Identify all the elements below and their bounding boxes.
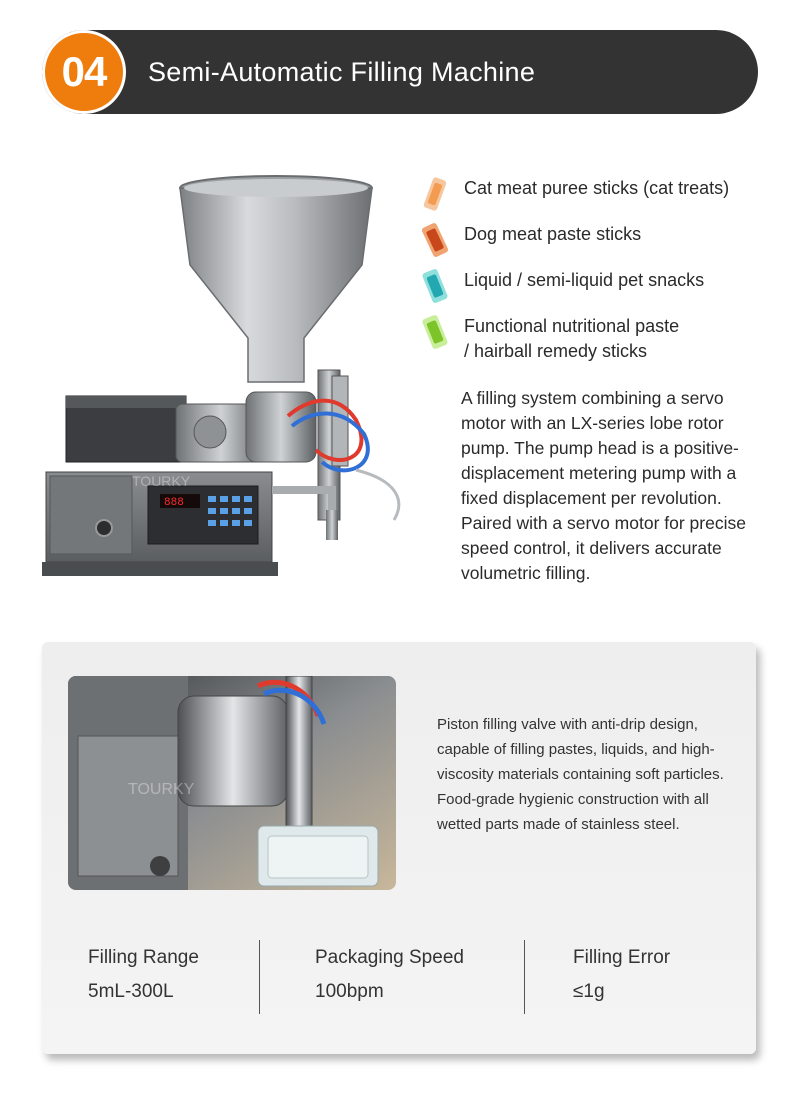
spec-divider [524, 940, 525, 1014]
filling-machine-illustration [36, 170, 416, 600]
page-title: Semi-Automatic Filling Machine [148, 57, 536, 87]
feature-text: Liquid / semi-liquid pet snacks [464, 270, 705, 290]
spec-packaging-speed [315, 944, 464, 1006]
spec-label: Filling Range [88, 947, 199, 968]
cat-treat-stick-icon [418, 176, 452, 212]
spec-label: Filling Error [573, 947, 671, 968]
machine-description: A filling system combining a servo motor with an LX-series lobe rotor pump. The pump head is a positive-displacement metering pump with a fixed displacement per revolution. Paired with a servo motor for precise speed control, it delivers accurate volumetric filling. [461, 388, 746, 583]
feature-item [418, 268, 704, 304]
nutritional-paste-stick-icon [418, 314, 452, 350]
section-number: 04 [61, 48, 107, 95]
feature-item [418, 222, 641, 258]
section-number-badge [42, 30, 126, 114]
feature-text [464, 314, 679, 364]
svg-text:TOURKY: TOURKY [128, 781, 195, 798]
valve-description: Piston filling valve with anti-drip design, capable of filling pastes, liquids, and high-viscosity materials containing soft particles. Food-grade hygienic construction with all wetted parts made of stainless steel. [437, 716, 724, 833]
svg-text:TOURKY: TOURKY [132, 473, 191, 489]
piston-valve-closeup-photo [68, 676, 396, 890]
feature-item [418, 176, 729, 212]
spec-filling-range [88, 944, 199, 1006]
feature-text-line2: / hairball remedy sticks [464, 341, 648, 361]
feature-text-line1: Functional nutritional paste [464, 316, 680, 336]
spec-value: 100bpm [315, 981, 384, 1002]
spec-filling-error [573, 944, 670, 1006]
feature-text: Cat meat puree sticks (cat treats) [464, 178, 730, 198]
spec-value: 5mL-300L [88, 981, 174, 1002]
svg-text:888: 888 [164, 497, 184, 509]
liquid-snack-pack-icon [418, 268, 452, 304]
dog-paste-stick-icon [418, 222, 452, 258]
feature-text: Dog meat paste sticks [464, 224, 642, 244]
spec-divider [259, 940, 260, 1014]
spec-label: Packaging Speed [315, 947, 464, 968]
feature-item [418, 314, 679, 364]
spec-value: ≤1g [573, 981, 605, 1002]
